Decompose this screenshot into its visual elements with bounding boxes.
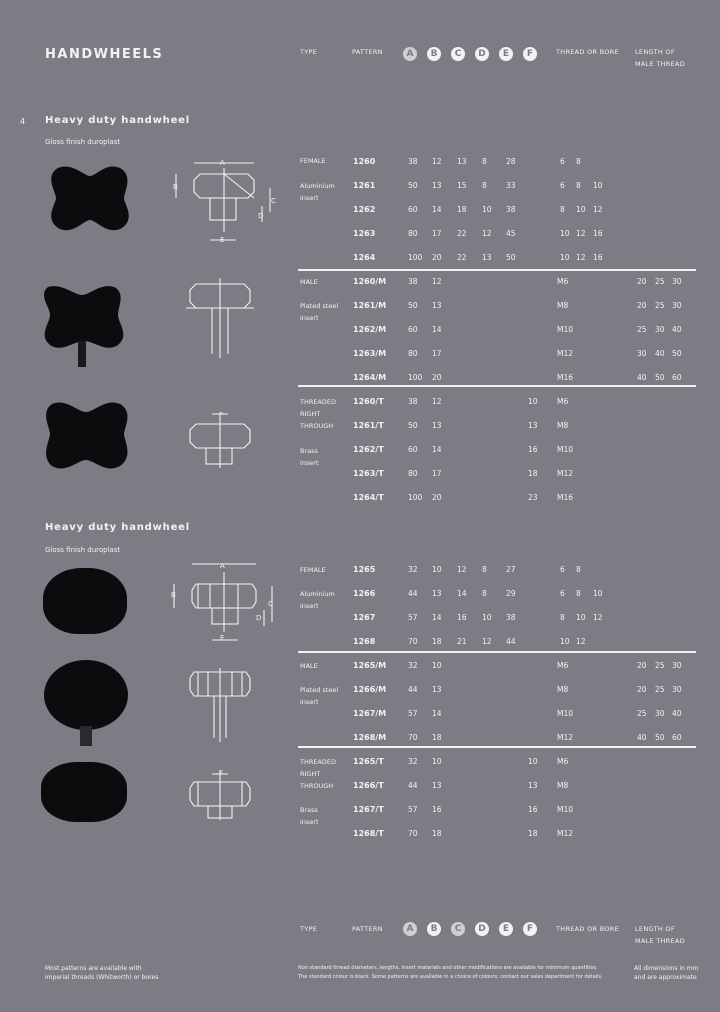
dimension-e-circle: E: [499, 922, 513, 936]
bore-value: 8: [560, 205, 565, 214]
dim-d-value: 8: [482, 589, 487, 598]
male-insert-line1: Plated steel: [300, 302, 339, 310]
dim-a-value: 32: [408, 757, 418, 766]
dim-e-value: 38: [506, 205, 516, 214]
drawing-male-insert: [186, 278, 266, 360]
dim-d-value: 8: [482, 181, 487, 190]
length-value: 20: [637, 661, 647, 670]
dim-f-value: 10: [528, 397, 538, 406]
threaded-insert-line2: insert: [300, 459, 319, 467]
bore-value: 8: [576, 157, 581, 166]
section-title: Heavy duty handwheel: [45, 522, 190, 533]
dim-a-value: 60: [408, 445, 418, 454]
section-number: 4: [20, 117, 26, 126]
length-value: 30: [637, 349, 647, 358]
dim-f-value: 16: [528, 805, 538, 814]
dim-c-value: 12: [457, 565, 467, 574]
pattern-code: 1261/T: [353, 421, 384, 430]
drawing-threaded-insert-2: [186, 766, 266, 822]
pattern-code: 1262/M: [353, 325, 387, 334]
dim-b-value: 14: [432, 445, 442, 454]
dim-e-label: E: [220, 634, 225, 642]
table-divider: [298, 385, 696, 387]
header-pattern: PATTERN: [352, 48, 383, 56]
length-value: 50: [672, 349, 682, 358]
footnote-left-line2: imperial threads (Whitworth) or bores: [45, 974, 159, 981]
bore-value: 8: [560, 613, 565, 622]
dim-d-label: D: [258, 212, 264, 220]
pattern-code: 1265: [353, 565, 376, 574]
thread-value: M8: [557, 421, 569, 430]
length-value: 60: [672, 733, 682, 742]
dim-c-value: 22: [457, 253, 467, 262]
thread-value: M10: [557, 805, 574, 814]
dimension-d-circle: D: [475, 922, 489, 936]
female-group-label: FEMALE: [300, 566, 326, 574]
dim-a-value: 32: [408, 661, 418, 670]
dim-f-label: F: [219, 411, 224, 419]
threaded-insert-line1: Brass: [300, 447, 318, 455]
footer-header-thread: THREAD OR BORE: [556, 925, 619, 933]
thread-value: M6: [557, 277, 569, 286]
dim-c-value: 18: [457, 205, 467, 214]
bore-value: 8: [576, 565, 581, 574]
dim-a-value: 57: [408, 805, 418, 814]
dim-d-value: 13: [482, 253, 492, 262]
dim-a-value: 80: [408, 229, 418, 238]
section-title: Heavy duty handwheel: [45, 115, 190, 126]
dim-e-value: 29: [506, 589, 516, 598]
page-title: HANDWHEELS: [45, 47, 164, 62]
thread-value: M16: [557, 373, 574, 382]
dim-f-value: 16: [528, 445, 538, 454]
footnote-middle-line2: The standard colour is black. Some patterns are available in a choice of colours; contact our sales department for details.: [298, 974, 603, 980]
dim-b-value: 20: [432, 373, 442, 382]
pattern-code: 1267/T: [353, 805, 384, 814]
dim-b-value: 12: [432, 277, 442, 286]
dim-b-value: 18: [432, 637, 442, 646]
dim-a-value: 70: [408, 829, 418, 838]
footnote-right-line1: All dimensions in mm: [634, 965, 699, 972]
dim-b-value: 18: [432, 733, 442, 742]
dim-d-value: 12: [482, 229, 492, 238]
header-thread: THREAD OR BORE: [556, 48, 619, 56]
dim-a-value: 50: [408, 181, 418, 190]
dim-a-value: 38: [408, 277, 418, 286]
pattern-code: 1265/M: [353, 661, 387, 670]
footer-header-length-bottom: MALE THREAD: [635, 937, 686, 945]
dim-c-label: C: [268, 600, 273, 608]
dim-d-value: 10: [482, 613, 492, 622]
bore-value: 6: [560, 589, 565, 598]
product-photo-1260-male: [38, 283, 138, 371]
pattern-code: 1262: [353, 205, 376, 214]
product-photo-1265-female: [43, 568, 127, 634]
bore-value: 10: [593, 589, 603, 598]
length-value: 40: [637, 373, 647, 382]
threaded-label-line1: THREADED: [300, 758, 337, 766]
section-subtitle: Gloss finish duroplast: [45, 138, 121, 146]
threaded-insert-line2: insert: [300, 818, 319, 826]
dim-c-value: 15: [457, 181, 467, 190]
threaded-label-line1: THREADED: [300, 398, 337, 406]
female-group-label: FEMALE: [300, 157, 326, 165]
bore-value: 6: [560, 565, 565, 574]
dim-f-value: 13: [528, 421, 538, 430]
length-value: 40: [672, 709, 682, 718]
footnote-left-line1: Most patterns are available with: [45, 965, 142, 972]
dim-a-value: 70: [408, 637, 418, 646]
dim-a-value: 100: [408, 493, 423, 502]
bore-value: 10: [576, 205, 586, 214]
dim-a-value: 60: [408, 325, 418, 334]
drawing-threaded-insert: [186, 410, 266, 470]
product-photo-1260-female: [38, 162, 138, 234]
thread-value: M6: [557, 661, 569, 670]
dim-c-value: 21: [457, 637, 467, 646]
dim-a-value: 60: [408, 205, 418, 214]
thread-value: M16: [557, 493, 574, 502]
table-divider: [298, 269, 696, 271]
length-value: 30: [672, 277, 682, 286]
male-insert-line2: insert: [300, 698, 319, 706]
length-value: 25: [637, 709, 647, 718]
dim-d-value: 8: [482, 565, 487, 574]
dim-e-value: 45: [506, 229, 516, 238]
bore-value: 8: [576, 181, 581, 190]
dim-e-label: E: [220, 236, 225, 244]
dim-e-value: 44: [506, 637, 516, 646]
bore-value: 10: [560, 637, 570, 646]
female-insert-line1: Aluminium: [300, 182, 335, 190]
footnote-middle-line1: Non standard thread diameters, lengths, insert materials and other modifications are available for minimum quantities.: [298, 965, 598, 971]
threaded-label-line3: THROUGH: [300, 782, 334, 790]
dim-a-value: 80: [408, 349, 418, 358]
dimension-c-circle: C: [451, 922, 465, 936]
length-value: 50: [655, 733, 665, 742]
pattern-code: 1266: [353, 589, 376, 598]
dim-e-value: 50: [506, 253, 516, 262]
dimension-d-circle: D: [475, 47, 489, 61]
dim-e-value: 33: [506, 181, 516, 190]
product-photo-1260-threaded: [38, 398, 138, 474]
dim-c-value: 14: [457, 589, 467, 598]
dim-a-value: 57: [408, 613, 418, 622]
pattern-code: 1264/T: [353, 493, 384, 502]
pattern-code: 1263/T: [353, 469, 384, 478]
dim-d-value: 12: [482, 637, 492, 646]
footer-header-pattern: PATTERN: [352, 925, 383, 933]
dim-b-value: 20: [432, 253, 442, 262]
female-insert-line1: Aluminium: [300, 590, 335, 598]
pattern-code: 1266/M: [353, 685, 387, 694]
dim-b-value: 13: [432, 301, 442, 310]
bore-value: 16: [593, 253, 603, 262]
dim-a-value: 50: [408, 421, 418, 430]
dimension-e-circle: E: [499, 47, 513, 61]
pattern-code: 1268: [353, 637, 376, 646]
header-length-top: LENGTH OF: [635, 48, 675, 56]
drawing-male-insert-2: [186, 668, 266, 744]
dim-f-value: 18: [528, 829, 538, 838]
product-photo-1265-threaded: [41, 762, 127, 822]
dim-b-value: 17: [432, 349, 442, 358]
pattern-code: 1263: [353, 229, 376, 238]
dim-a-value: 44: [408, 781, 418, 790]
bore-value: 10: [576, 613, 586, 622]
length-value: 25: [637, 325, 647, 334]
pattern-code: 1265/T: [353, 757, 384, 766]
length-value: 40: [672, 325, 682, 334]
dim-a-label: A: [220, 159, 225, 167]
pattern-code: 1260/T: [353, 397, 384, 406]
dimension-a-circle: A: [403, 922, 417, 936]
product-photo-1265-male-stud: [80, 726, 92, 746]
length-value: 25: [655, 661, 665, 670]
dim-f-value: 23: [528, 493, 538, 502]
dim-f-value: 10: [528, 757, 538, 766]
dim-a-value: 44: [408, 685, 418, 694]
dim-b-value: 10: [432, 565, 442, 574]
thread-value: M10: [557, 325, 574, 334]
dim-a-value: 38: [408, 157, 418, 166]
bore-value: 8: [576, 589, 581, 598]
male-insert-line2: insert: [300, 314, 319, 322]
dim-b-value: 13: [432, 421, 442, 430]
male-group-label: MALE: [300, 662, 318, 670]
length-value: 20: [637, 685, 647, 694]
pattern-code: 1261/M: [353, 301, 387, 310]
male-group-label: MALE: [300, 278, 318, 286]
thread-value: M10: [557, 445, 574, 454]
bore-value: 12: [576, 637, 586, 646]
dim-b-value: 14: [432, 613, 442, 622]
length-value: 25: [655, 685, 665, 694]
dim-b-value: 16: [432, 805, 442, 814]
length-value: 25: [655, 301, 665, 310]
dim-a-value: 38: [408, 397, 418, 406]
dim-b-value: 13: [432, 589, 442, 598]
thread-value: M12: [557, 349, 574, 358]
dim-b-value: 13: [432, 781, 442, 790]
pattern-code: 1262/T: [353, 445, 384, 454]
threaded-label-line2: RIGHT: [300, 770, 321, 778]
dim-b-value: 14: [432, 325, 442, 334]
length-value: 25: [655, 277, 665, 286]
header-length-bottom: MALE THREAD: [635, 60, 686, 68]
dim-c-label: C: [271, 197, 276, 205]
footer-header-length-top: LENGTH OF: [635, 925, 675, 933]
dim-e-value: 38: [506, 613, 516, 622]
male-insert-line1: Plated steel: [300, 686, 339, 694]
dim-b-value: 14: [432, 205, 442, 214]
product-photo-1265-male: [44, 660, 128, 730]
table-divider: [298, 651, 696, 653]
dim-d-label: D: [256, 614, 262, 622]
section-subtitle: Gloss finish duroplast: [45, 546, 121, 554]
bore-value: 12: [576, 253, 586, 262]
threaded-label-line2: RIGHT: [300, 410, 321, 418]
dim-f-value: 13: [528, 781, 538, 790]
dim-b-value: 18: [432, 829, 442, 838]
dim-a-value: 50: [408, 301, 418, 310]
footer-header-type: TYPE: [300, 925, 318, 933]
dimension-c-circle: C: [451, 47, 465, 61]
pattern-code: 1268/M: [353, 733, 387, 742]
bore-value: 10: [560, 229, 570, 238]
dim-b-value: 12: [432, 157, 442, 166]
thread-value: M12: [557, 733, 574, 742]
dim-a-value: 32: [408, 565, 418, 574]
dimension-b-circle: B: [427, 47, 441, 61]
length-value: 30: [672, 685, 682, 694]
thread-value: M8: [557, 685, 569, 694]
dim-d-value: 8: [482, 157, 487, 166]
dim-a-value: 70: [408, 733, 418, 742]
thread-value: M8: [557, 301, 569, 310]
pattern-code: 1263/M: [353, 349, 387, 358]
dim-c-value: 22: [457, 229, 467, 238]
bore-value: 10: [560, 253, 570, 262]
length-value: 30: [672, 661, 682, 670]
dim-e-value: 28: [506, 157, 516, 166]
bore-value: 16: [593, 229, 603, 238]
bore-value: 10: [593, 181, 603, 190]
thread-value: M8: [557, 781, 569, 790]
dim-b-value: 12: [432, 397, 442, 406]
bore-value: 12: [593, 613, 603, 622]
pattern-code: 1267/M: [353, 709, 387, 718]
length-value: 40: [655, 349, 665, 358]
dimension-f-circle: F: [523, 47, 537, 61]
dim-b-label: B: [171, 591, 176, 599]
dim-c-value: 13: [457, 157, 467, 166]
length-value: 40: [637, 733, 647, 742]
threaded-insert-line1: Brass: [300, 806, 318, 814]
bore-value: 6: [560, 157, 565, 166]
drawing-female-insert: [170, 158, 280, 246]
pattern-code: 1260/M: [353, 277, 387, 286]
header-type: TYPE: [300, 48, 318, 56]
dim-a-value: 100: [408, 373, 423, 382]
dim-b-value: 13: [432, 181, 442, 190]
pattern-code: 1268/T: [353, 829, 384, 838]
length-value: 50: [655, 373, 665, 382]
length-value: 20: [637, 277, 647, 286]
dimension-a-circle: A: [403, 47, 417, 61]
pattern-code: 1261: [353, 181, 376, 190]
dim-e-value: 27: [506, 565, 516, 574]
female-insert-line2: insert: [300, 194, 319, 202]
dim-a-value: 80: [408, 469, 418, 478]
length-value: 20: [637, 301, 647, 310]
length-value: 30: [672, 301, 682, 310]
dim-b-value: 20: [432, 493, 442, 502]
bore-value: 12: [576, 229, 586, 238]
dim-b-value: 14: [432, 709, 442, 718]
length-value: 60: [672, 373, 682, 382]
dim-b-value: 10: [432, 661, 442, 670]
footnote-right-line2: and are approximate: [634, 974, 697, 981]
dim-c-value: 16: [457, 613, 467, 622]
dim-a-value: 44: [408, 589, 418, 598]
dim-b-value: 17: [432, 229, 442, 238]
pattern-code: 1260: [353, 157, 376, 166]
pattern-code: 1267: [353, 613, 376, 622]
thread-value: M12: [557, 829, 574, 838]
pattern-code: 1266/T: [353, 781, 384, 790]
pattern-code: 1264: [353, 253, 376, 262]
female-insert-line2: insert: [300, 602, 319, 610]
dim-a-value: 57: [408, 709, 418, 718]
dim-f-label: F: [219, 769, 224, 777]
pattern-code: 1264/M: [353, 373, 387, 382]
dim-b-label: B: [173, 183, 178, 191]
dim-a-value: 100: [408, 253, 423, 262]
bore-value: 12: [593, 205, 603, 214]
dim-b-value: 10: [432, 757, 442, 766]
dim-d-value: 10: [482, 205, 492, 214]
threaded-label-line3: THROUGH: [300, 422, 334, 430]
dim-b-value: 17: [432, 469, 442, 478]
dimension-f-circle: F: [523, 922, 537, 936]
thread-value: M6: [557, 757, 569, 766]
bore-value: 6: [560, 181, 565, 190]
thread-value: M10: [557, 709, 574, 718]
thread-value: M6: [557, 397, 569, 406]
dim-f-value: 18: [528, 469, 538, 478]
length-value: 30: [655, 325, 665, 334]
dim-a-label: A: [220, 562, 225, 570]
dimension-b-circle: B: [427, 922, 441, 936]
dim-b-value: 13: [432, 685, 442, 694]
thread-value: M12: [557, 469, 574, 478]
table-divider: [298, 746, 696, 748]
length-value: 30: [655, 709, 665, 718]
